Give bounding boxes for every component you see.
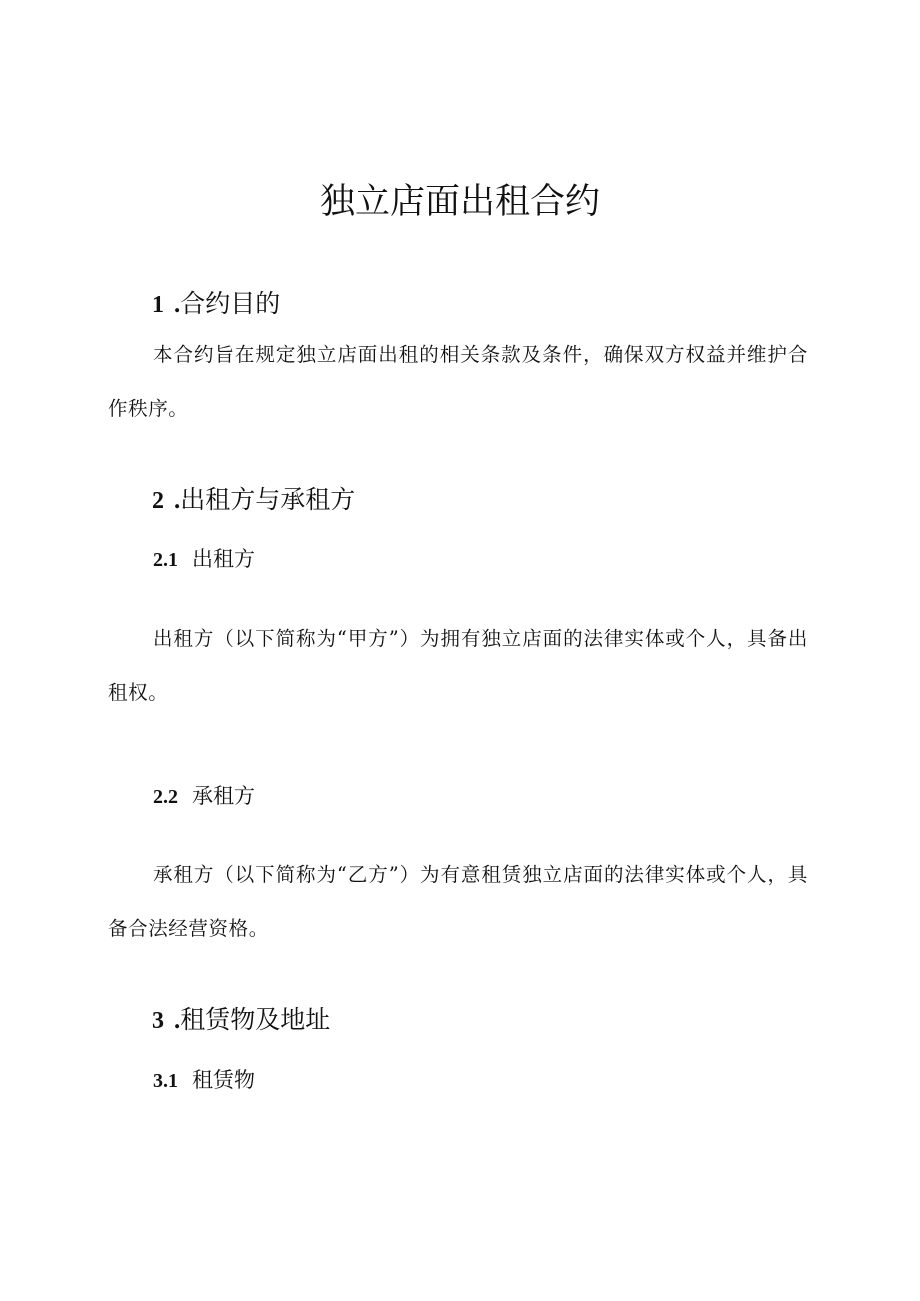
subsection-2-1-paragraph: 出租方（以下简称为“甲方”）为拥有独立店面的法律实体或个人，具备出租权。 xyxy=(108,627,808,704)
subsection-number: 3.1 xyxy=(153,1070,178,1092)
document-title: 独立店面出租合约 xyxy=(319,182,600,222)
section-number: 1 xyxy=(152,292,164,318)
subsection-title: 租赁物 xyxy=(192,1068,255,1092)
section-heading-1 xyxy=(152,286,280,323)
section-number: 2 xyxy=(152,488,164,514)
subsection-heading-3-1 xyxy=(153,1064,255,1097)
section-1-paragraph: 本合约旨在规定独立店面出租的相关条款及条件，确保双方权益并维护合作秩序。 xyxy=(108,343,808,420)
section-dot: . xyxy=(174,1007,181,1034)
subsection-2-2-paragraph: 承租方（以下简称为“乙方”）为有意租赁独立店面的法律实体或个人，具备合法经营资格。 xyxy=(108,863,808,940)
section-title: 出租方与承租方 xyxy=(180,485,356,514)
section-heading-2 xyxy=(152,482,355,519)
subsection-heading-2-1 xyxy=(153,543,255,576)
section-heading-3 xyxy=(152,1002,330,1039)
section-title: 合约目的 xyxy=(180,289,281,318)
section-title: 租赁物及地址 xyxy=(180,1005,331,1034)
subsection-number: 2.2 xyxy=(153,786,178,808)
section-dot: . xyxy=(174,291,181,318)
subsection-title: 出租方 xyxy=(192,547,255,571)
subsection-title: 承租方 xyxy=(192,784,255,808)
subsection-heading-2-2 xyxy=(153,780,255,813)
subsection-number: 2.1 xyxy=(153,549,178,571)
section-dot: . xyxy=(174,487,181,514)
section-number: 3 xyxy=(152,1008,164,1034)
